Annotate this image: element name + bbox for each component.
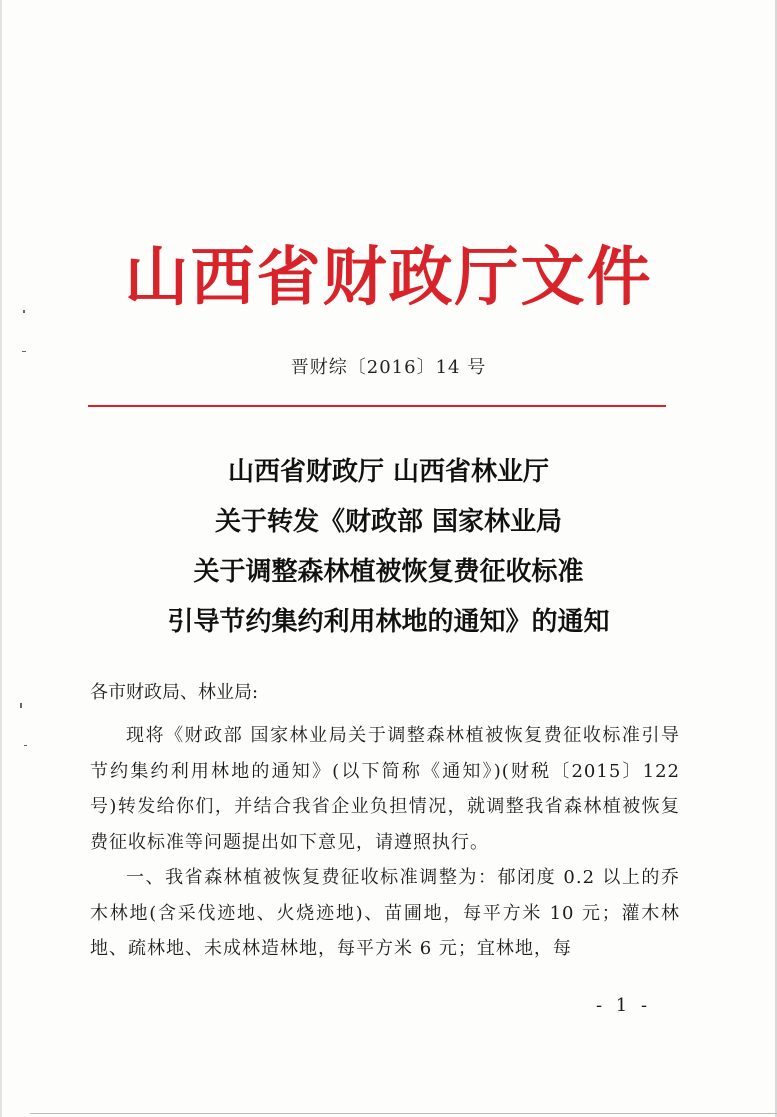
scan-mark (22, 351, 26, 352)
body-paragraph-1: 现将《财政部 国家林业局关于调整森林植被恢复费征收标准引导节约集约利用林地的通知》(以下简称《通知》)(财税〔2015〕122 号)转发给你们，并结合我省企业负担情况，就调整我省森林植被恢复费征收标准等问题提出如下意见，请遵照执行。 (90, 725, 680, 853)
scan-mark (23, 310, 25, 313)
red-divider-line (88, 405, 666, 407)
scan-mark (24, 745, 27, 746)
subject-line-1: 山西省财政厅 山西省林业厅 (227, 457, 550, 487)
scan-bottom-line (30, 1113, 777, 1114)
page-number: - 1 - (596, 995, 652, 1016)
scan-left-edge (0, 0, 2, 1117)
subject-line-4: 引导节约集约利用林地的通知》的通知 (167, 607, 610, 637)
document-subject (80, 447, 697, 647)
body-paragraph-2: 一、我省森林植被恢复费征收标准调整为：郁闭度 0.2 以上的乔木林地(含采伐迹地、火烧迹地)、苗圃地，每平方米 10 元；灌木林地、疏林地、未成林造林地，每平方米 6 元；宜林地，每 (90, 867, 680, 959)
document-number: 晋财综〔2016〕14 号 (290, 357, 487, 378)
document-body (90, 718, 680, 967)
scan-mark (20, 703, 22, 708)
subject-line-2: 关于转发《财政部 国家林业局 (214, 507, 563, 537)
document-header-title: 山西省财政厅文件 (124, 240, 653, 315)
salutation: 各市财政局、林业局: (90, 682, 259, 703)
subject-line-3: 关于调整森林植被恢复费征收标准 (193, 557, 584, 587)
